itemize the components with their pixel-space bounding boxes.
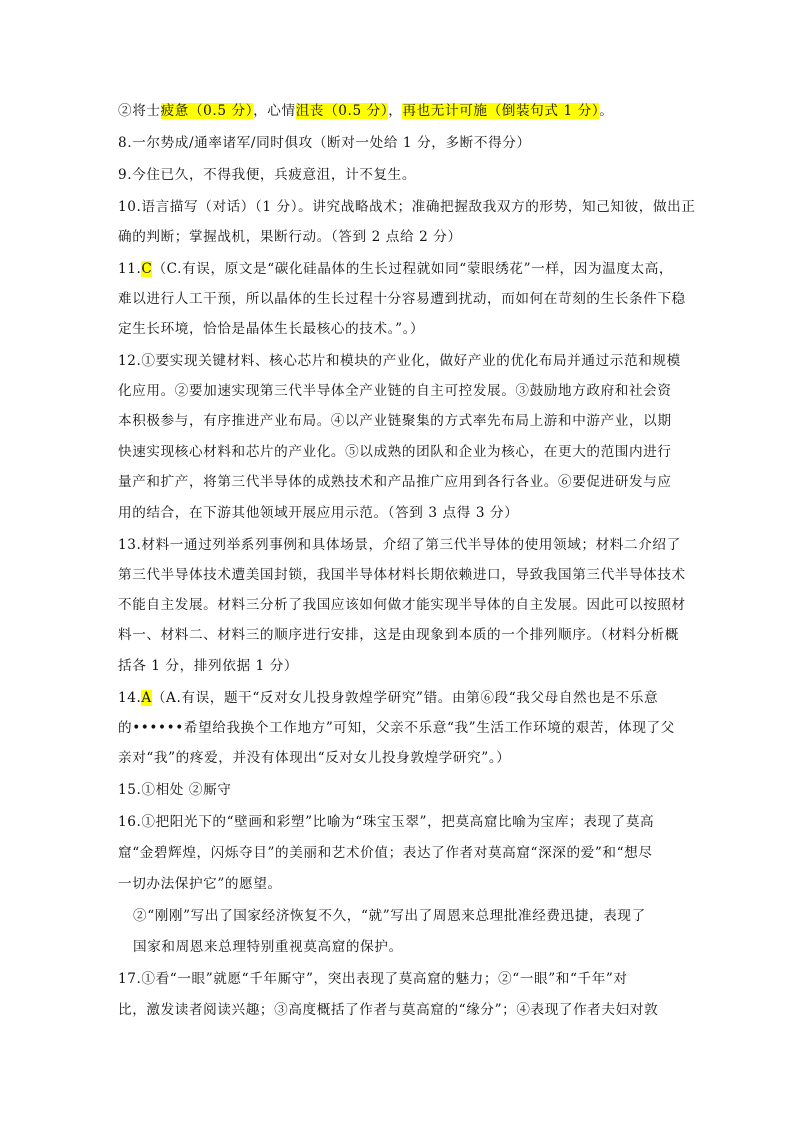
answer-12-line-4: 快速实现核心材料和芯片的产业化。⑤以成熟的团队和企业为核心，在更大的范围内进行 bbox=[118, 444, 672, 460]
answer-16-line-3: 一切办法保护它”的愿望。 bbox=[118, 876, 282, 892]
answer-8: 8.一尔势成/通率诸军/同时俱攻（断对一处给 1 分，多断不得分） bbox=[118, 135, 531, 151]
highlighted-text: 沮丧（0.5 分） bbox=[295, 103, 389, 119]
answer-7-line-2 bbox=[118, 102, 613, 120]
answer-17-line-2: 比，激发读者阅读兴趣；③高度概括了作者与莫高窟的“缘分”；④表现了作者夫妇对敦 bbox=[118, 1002, 659, 1018]
text-segment: ，心情 bbox=[253, 103, 296, 119]
answer-11-line-1 bbox=[118, 260, 673, 278]
text-segment: 。 bbox=[599, 103, 614, 119]
answer-11-line-3: 定生长环境，恰恰是晶体生长最核心的技术。”。） bbox=[118, 321, 425, 337]
answer-10-line-2: 确的判断；掌握战机，果断行动。（答到 2 点给 2 分） bbox=[118, 229, 462, 245]
answer-9: 9.今住已久，不得我便，兵疲意沮，计不复生。 bbox=[118, 167, 417, 183]
answer-10-line-1: 10.语言描写（对话）（1 分）。讲究战略战术；准确把握敌我双方的形势，知己知彼，做出正 bbox=[118, 199, 696, 215]
answer-16-line-4: ②“刚刚”写出了国家经济恢复不久，“就”写出了周恩来总理批准经费迅捷，表现了 bbox=[133, 908, 646, 924]
answer-13-line-2: 第三代半导体技术遭美国封锁，我国半导体材料长期依赖进口，导致我国第三代半导体技术 bbox=[118, 567, 686, 583]
text-segment: ， bbox=[388, 103, 403, 119]
answer-12-line-5: 量产和扩产，将第三代半导体的成熟技术和产品推广应用到各行各业。⑥要促进研发与应 bbox=[118, 474, 672, 490]
answer-16-line-2: 窟“金碧辉煌，闪烁夺目”的美丽和艺术价值；表达了作者对莫高窟“深深的爱”和“想尽 bbox=[118, 845, 653, 861]
answer-12-line-3: 本积极参与，有序推进产业布局。④以产业链聚集的方式率先布局上游和中游产业，以期 bbox=[118, 413, 672, 429]
answer-11-line-2: 难以进行人工干预，所以晶体的生长过程十分容易遭到扰动，而如何在苛刻的生长条件下稳 bbox=[118, 291, 686, 307]
answer-14-line-1 bbox=[118, 689, 658, 707]
answer-17-line-1: 17.①看“一眼”就愿“千年厮守”，突出表现了莫高窟的魅力；②“一眼”和“千年”对 bbox=[118, 971, 628, 987]
highlighted-answer: C bbox=[141, 261, 153, 277]
answer-13-line-3: 不能自主发展。材料三分析了我国应该如何做才能实现半导体的自主发展。因此可以按照材 bbox=[118, 597, 686, 613]
answer-13-line-5: 括各 1 分，排列依据 1 分） bbox=[118, 658, 299, 674]
highlighted-answer: A bbox=[141, 690, 152, 706]
highlighted-text: 再也无计可施（倒装句式 1 分） bbox=[402, 103, 600, 119]
text-segment: ②将士 bbox=[118, 103, 161, 119]
question-number: 11. bbox=[118, 261, 142, 277]
highlighted-text: 疲惫（0.5 分） bbox=[160, 103, 254, 119]
answer-15: 15.①相处 ②厮守 bbox=[118, 782, 232, 798]
answer-16-line-1: 16.①把阳光下的“壁画和彩塑”比喻为“珠宝玉翠”，把莫高窟比喻为宝库；表现了莫高 bbox=[118, 814, 655, 830]
answer-14-line-2: 的••••••希望给我换个工作地方”可知，父亲不乐意“我”生活工作环境的艰苦，体现了父 bbox=[118, 720, 675, 736]
answer-16-line-5: 国家和周恩来总理特别重视莫高窟的保护。 bbox=[133, 939, 403, 955]
answer-12-line-2: 化应用。②要加速实现第三代半导体全产业链的自主可控发展。③鼓励地方政府和社会资 bbox=[118, 383, 672, 399]
text-segment: （C.有误，原文是“碳化硅晶体的生长过程就如同“蒙眼绣花”一样，因为温度太高， bbox=[152, 261, 674, 277]
question-number: 14. bbox=[118, 690, 142, 706]
answer-13-line-4: 料一、材料二、材料三的顺序进行安排，这是由现象到本质的一个排列顺序。（材料分析概 bbox=[118, 627, 679, 643]
text-segment: （A.有误，题干“反对女儿投身敦煌学研究”错。由第⑥段“我父母自然也是不乐意 bbox=[151, 690, 659, 706]
answer-13-line-1: 13.材料一通过列举系列事例和具体场景，介绍了第三代半导体的使用领域；材料二介绍了 bbox=[118, 537, 681, 553]
answer-12-line-1: 12.①要实现关键材料、核心芯片和模块的产业化，做好产业的优化布局并通过示范和规模 bbox=[118, 353, 681, 369]
answer-14-line-3: 亲对“我”的疼爱，并没有体现出“反对女儿投身敦煌学研究”。） bbox=[118, 750, 511, 766]
answer-12-line-6: 用的结合，在下游其他领域开展应用示范。（答到 3 点得 3 分） bbox=[118, 505, 519, 521]
